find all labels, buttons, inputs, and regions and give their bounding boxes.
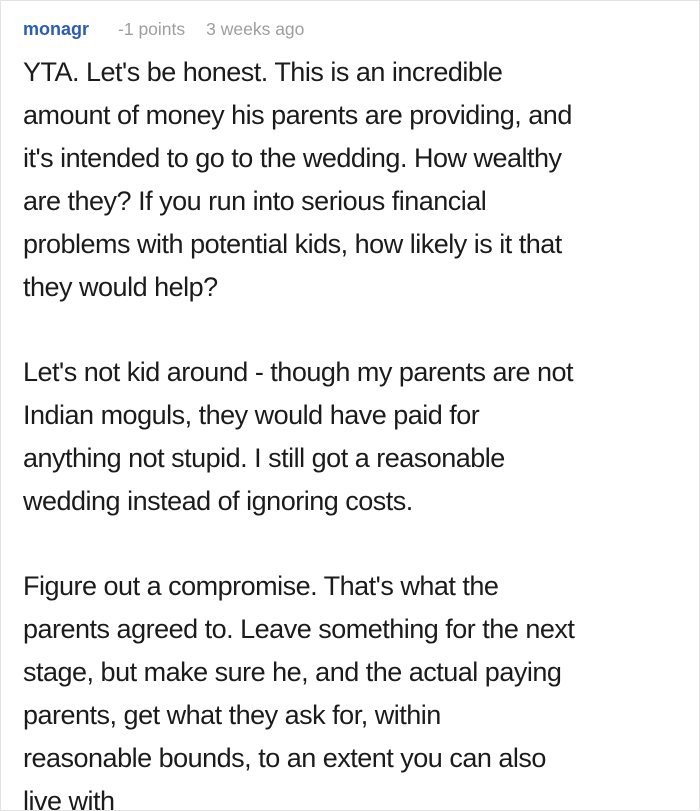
comment-text-line: parents agreed to. Leave something for the next	[23, 614, 575, 644]
comment-text-line: amount of money his parents are providing, and	[23, 100, 572, 130]
comment-text-line: Figure out a compromise. That's what the	[23, 571, 499, 601]
comment-text-line: reasonable bounds, to an extent you can also	[23, 743, 546, 773]
comment-text-line: Indian moguls, they would have paid for	[23, 400, 480, 430]
comment-text-line: wedding instead of ignoring costs.	[23, 486, 413, 516]
comment-text-line: parents, get what they ask for, within	[23, 700, 441, 730]
comment-text-line: they would help?	[23, 272, 218, 302]
comment-paragraph	[23, 51, 677, 309]
comment-text-line: it's intended to go to the wedding. How wealthy	[23, 143, 562, 173]
comment-body	[1, 40, 699, 811]
comment-paragraph	[23, 351, 677, 523]
comment-text-line: Let's not kid around - though my parents are not	[23, 357, 574, 387]
comment-paragraph	[23, 565, 677, 811]
comment-text-line: YTA. Let's be honest. This is an incredible	[23, 57, 503, 87]
comment-header	[1, 1, 699, 40]
comment-text-line: stage, but make sure he, and the actual paying	[23, 657, 562, 687]
comment-text-line: anything not stupid. I still got a reasonable	[23, 443, 505, 473]
username-link[interactable]: monagr	[23, 19, 90, 39]
comment-text-line: problems with potential kids, how likely is it that	[23, 229, 562, 259]
comment-text-line: are they? If you run into serious financial	[23, 186, 487, 216]
comment-points: -1 points	[118, 19, 186, 39]
comment-timestamp: 3 weeks ago	[206, 19, 305, 39]
comment-text-line: live with	[23, 786, 115, 811]
